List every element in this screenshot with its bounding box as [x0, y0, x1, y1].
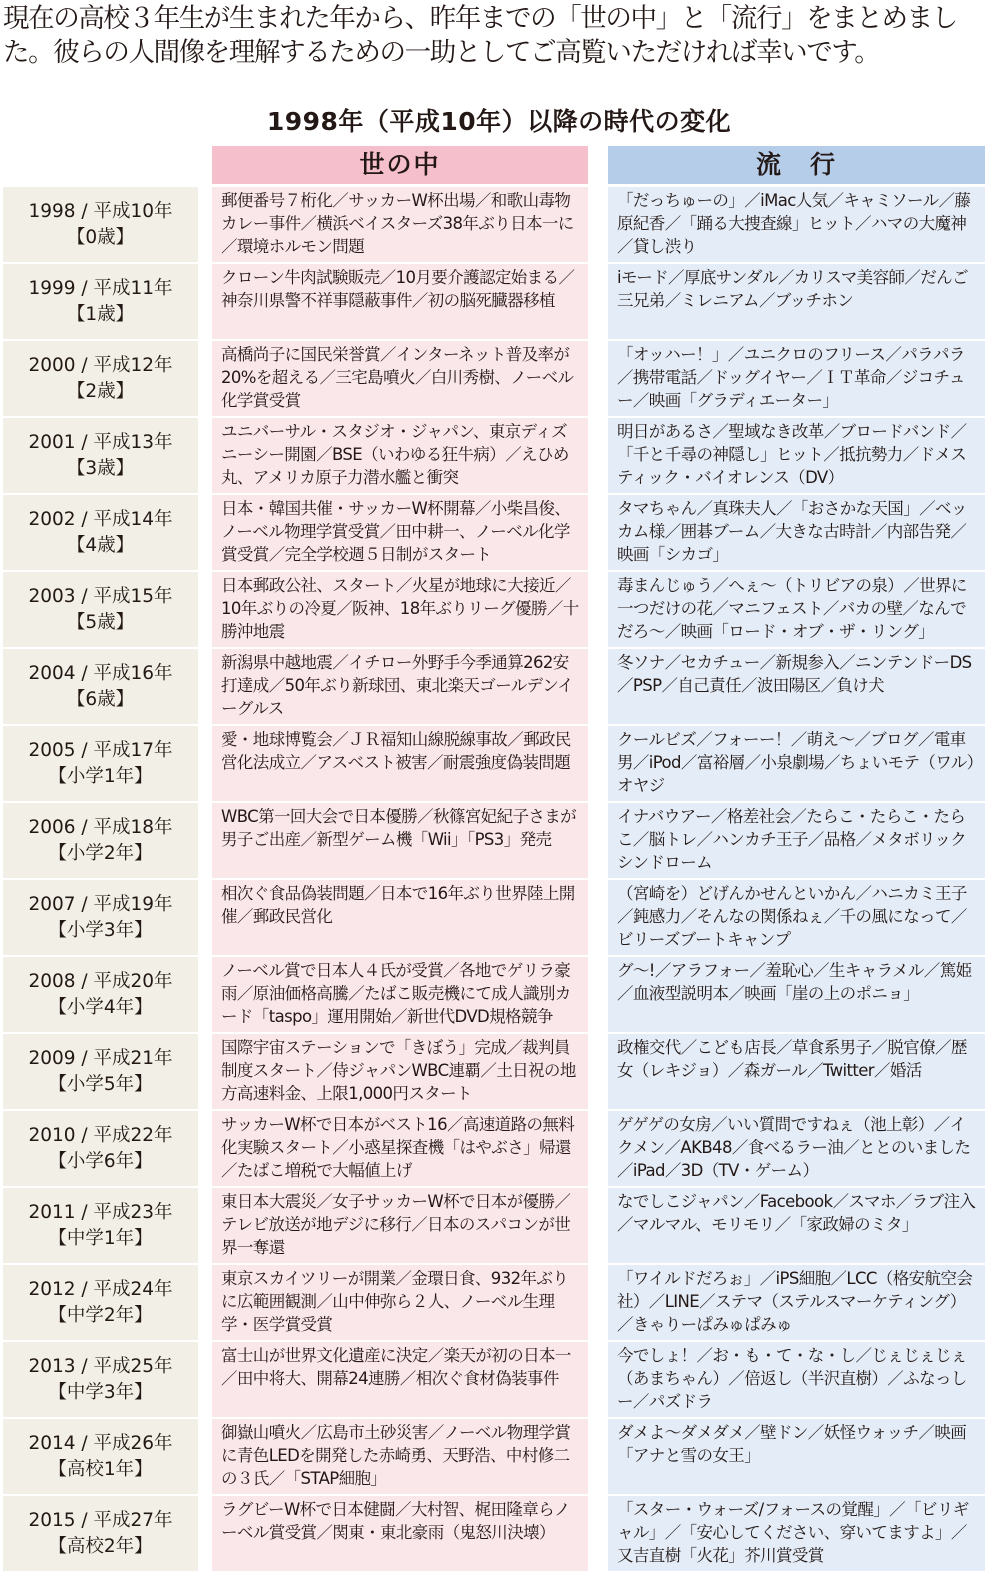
world-cell	[212, 572, 588, 649]
world-cell	[212, 341, 588, 418]
year-label: 2006 / 平成18年	[28, 817, 173, 838]
world-cell	[212, 880, 588, 957]
trend-items-text: 毒まんじゅう／へぇ～（トリビアの泉）／世界に一つだけの花／マニフェスト／バカの壁／なんでだろ～／映画「ロード・オブ・ザ・リング」	[617, 576, 967, 641]
year-cell	[3, 1265, 198, 1342]
age-label: 【小学3年】	[48, 920, 153, 941]
world-cell	[212, 1034, 588, 1111]
year-label: 2011 / 平成23年	[28, 1202, 173, 1223]
trend-cell	[608, 1342, 985, 1419]
table-row	[0, 264, 998, 341]
world-cell	[212, 418, 588, 495]
age-label: 【6歳】	[66, 689, 135, 710]
trend-items-text: タマちゃん／真珠夫人／「おさかな天国」／ベッカム様／囲碁ブーム／大きな古時計／内部告発／映画「シカゴ」	[617, 499, 967, 564]
year-cell	[3, 957, 198, 1034]
world-cell	[212, 264, 588, 341]
world-cell	[212, 1342, 588, 1419]
trend-cell	[608, 1419, 985, 1496]
world-cell	[212, 1188, 588, 1265]
year-cell	[3, 495, 198, 572]
trend-cell	[608, 726, 985, 803]
year-cell	[3, 264, 198, 341]
year-cell	[3, 1342, 198, 1419]
age-label: 【1歳】	[66, 304, 135, 325]
trend-cell	[608, 1188, 985, 1265]
table-row	[0, 495, 998, 572]
world-cell	[212, 1496, 588, 1573]
age-label: 【小学1年】	[48, 766, 153, 787]
table-row	[0, 1419, 998, 1496]
trend-items-text: ダメよ～ダメダメ／壁ドン／妖怪ウォッチ／映画「アナと雪の女王」	[617, 1423, 967, 1465]
trend-items-text: 「スター・ウォーズ/フォースの覚醒」／「ビリギャル」／「安心してください、穿いてますよ」／又吉直樹「火花」芥川賞受賞	[617, 1500, 969, 1565]
trend-cell	[608, 880, 985, 957]
world-events-text: 御嶽山噴火／広島市土砂災害／ノーベル物理学賞に青色LEDを開発した赤崎勇、天野浩、中村修二の３氏／「STAP細胞」	[221, 1423, 571, 1488]
year-label: 1998 / 平成10年	[28, 201, 173, 222]
world-cell	[212, 495, 588, 572]
year-cell	[3, 1111, 198, 1188]
age-label: 【2歳】	[66, 381, 135, 402]
trend-items-text: 冬ソナ／セカチュー／新規参入／ニンテンドーDS／PSP／自己責任／波田陽区／負け犬	[617, 653, 972, 695]
age-label: 【5歳】	[66, 612, 135, 633]
year-label: 2015 / 平成27年	[28, 1510, 173, 1531]
trend-items-text: イナバウアー／格差社会／たらこ・たらこ・たらこ／脳トレ／ハンカチ王子／品格／メタボリックシンドローム	[617, 807, 967, 872]
world-events-text: WBC第一回大会で日本優勝／秋篠宮妃紀子さまが男子ご出産／新型ゲーム機「Wii」「PS3」発売	[221, 807, 577, 849]
world-events-text: 東京スカイツリーが開業／金環日食、932年ぶりに広範囲観測／山中伸弥ら２人、ノーベル生理学・医学賞受賞	[221, 1269, 569, 1334]
world-events-text: 高橋尚子に国民栄誉賞／インターネット普及率が20%を超える／三宅島噴火／白川秀樹、ノーベル化学賞受賞	[221, 345, 574, 410]
world-cell	[212, 803, 588, 880]
world-cell	[212, 187, 588, 264]
year-cell	[3, 1034, 198, 1111]
table-title: 1998年（平成10年）以降の時代の変化	[266, 107, 732, 136]
year-label: 2000 / 平成12年	[28, 355, 173, 376]
world-events-text: 愛・地球博覧会／ＪＲ福知山線脱線事故／郵政民営化法成立／アスベスト被害／耐震強度偽装問題	[221, 730, 571, 772]
age-label: 【小学2年】	[48, 843, 153, 864]
age-label: 【0歳】	[66, 227, 135, 248]
world-events-text: ユニバーサル・スタジオ・ジャパン、東京ディズニーシー開園／BSE（いわゆる狂牛病）／えひめ丸、アメリカ原子力潜水艦と衝突	[221, 422, 569, 487]
trend-cell	[608, 649, 985, 726]
table-row	[0, 1188, 998, 1265]
trend-items-text: iモード／厚底サンダル／カリスマ美容師／だんご三兄弟／ミレニアム／ブッチホン	[617, 268, 968, 310]
age-label: 【中学2年】	[48, 1305, 153, 1326]
trend-cell	[608, 957, 985, 1034]
trend-items-text: ゲゲゲの女房／いい質問ですねぇ（池上彰）／イクメン／AKB48／食べるラー油／ととのいました／iPad／3D（TV・ゲーム）	[617, 1115, 971, 1180]
trend-cell	[608, 418, 985, 495]
table-row	[0, 1342, 998, 1419]
year-label: 2010 / 平成22年	[28, 1125, 173, 1146]
world-events-text: 日本・韓国共催・サッカーW杯開幕／小柴昌俊、ノーベル物理学賞受賞／田中耕一、ノーベル化学賞受賞／完全学校週５日制がスタート	[221, 499, 571, 564]
year-cell	[3, 187, 198, 264]
table-row	[0, 572, 998, 649]
table-row	[0, 1034, 998, 1111]
trend-items-text: なでしこジャパン／Facebook／スマホ／ラブ注入／マルマル、モリモリ／「家政婦のミタ」	[617, 1192, 976, 1234]
year-label: 2007 / 平成19年	[28, 894, 173, 915]
column-header-world: 世の中	[212, 146, 588, 184]
age-label: 【高校2年】	[48, 1536, 153, 1557]
year-cell	[3, 1419, 198, 1496]
trend-items-text: 今でしょ！／お・も・て・な・し／じぇじぇじぇ（あまちゃん）／倍返し（半沢直樹）／ふなっしー／パズドラ	[617, 1346, 967, 1411]
world-cell	[212, 649, 588, 726]
world-cell	[212, 1265, 588, 1342]
year-cell	[3, 726, 198, 803]
year-label: 2002 / 平成14年	[28, 509, 173, 530]
trend-cell	[608, 341, 985, 418]
age-label: 【4歳】	[66, 535, 135, 556]
trend-items-text: 政権交代／こども店長／草食系男子／脱官僚／歴女（レキジョ）／森ガール／Twitter／婚活	[617, 1038, 967, 1080]
trend-cell	[608, 264, 985, 341]
year-cell	[3, 1496, 198, 1573]
year-label: 2014 / 平成26年	[28, 1433, 173, 1454]
world-events-text: 国際宇宙ステーションで「きぼう」完成／裁判員制度スタート／侍ジャパンWBC連覇／土日祝の地方高速料金、上限1,000円スタート	[221, 1038, 576, 1103]
world-cell	[212, 1419, 588, 1496]
table-row	[0, 880, 998, 957]
column-header-trend: 流 行	[608, 146, 985, 184]
world-cell	[212, 1111, 588, 1188]
world-cell	[212, 726, 588, 803]
year-label: 2013 / 平成25年	[28, 1356, 173, 1377]
world-events-text: 郵便番号７桁化／サッカーW杯出場／和歌山毒物カレー事件／横浜ベイスターズ38年ぶり日本一に／環境ホルモン問題	[221, 191, 574, 256]
timeline-table	[0, 187, 998, 1573]
year-label: 2012 / 平成24年	[28, 1279, 173, 1300]
year-cell	[3, 1188, 198, 1265]
year-cell	[3, 418, 198, 495]
year-cell	[3, 572, 198, 649]
year-label: 2004 / 平成16年	[28, 663, 173, 684]
world-events-text: クローン牛肉試験販売／10月要介護認定始まる／神奈川県警不祥事隠蔽事件／初の脳死臓器移植	[221, 268, 575, 310]
trend-cell	[608, 1265, 985, 1342]
table-row	[0, 649, 998, 726]
age-label: 【中学3年】	[48, 1382, 153, 1403]
trend-cell	[608, 187, 985, 264]
year-label: 2005 / 平成17年	[28, 740, 173, 761]
intro-text: 現在の高校３年生が生まれた年から、昨年までの「世の中」と「流行」をまとめました。彼らの人間像を理解するための一助としてご高覧いただければ幸いです。	[3, 3, 957, 68]
world-events-text: 新潟県中越地震／イチロー外野手今季通算262安打達成／50年ぶり新球団、東北楽天ゴールデンイーグルス	[221, 653, 574, 718]
trend-cell	[608, 1496, 985, 1573]
world-events-text: 東日本大震災／女子サッカーW杯で日本が優勝／テレビ放送が地デジに移行／日本のスパコンが世界一奪還	[221, 1192, 571, 1257]
trend-cell	[608, 803, 985, 880]
trend-cell	[608, 495, 985, 572]
year-label: 2003 / 平成15年	[28, 586, 173, 607]
world-events-text: ノーベル賞で日本人４氏が受賞／各地でゲリラ豪雨／原油価格高騰／たばこ販売機にて成人識別カード「taspo」運用開始／新世代DVD規格競争	[221, 961, 571, 1026]
world-cell	[212, 957, 588, 1034]
year-label: 2001 / 平成13年	[28, 432, 173, 453]
trend-cell	[608, 1034, 985, 1111]
world-events-text: 相次ぐ食品偽装問題／日本で16年ぶり世界陸上開催／郵政民営化	[221, 884, 575, 926]
trend-cell	[608, 572, 985, 649]
trend-cell	[608, 1111, 985, 1188]
year-cell	[3, 341, 198, 418]
age-label: 【小学5年】	[48, 1074, 153, 1095]
age-label: 【高校1年】	[48, 1459, 153, 1480]
trend-items-text: クールビズ／フォーー！／萌え～／ブログ／電車男／iPod／富裕層／小泉劇場／ちょいモテ（ワル）オヤジ	[617, 730, 975, 795]
year-label: 2008 / 平成20年	[28, 971, 173, 992]
trend-items-text: グ～!／アラフォー／羞恥心／生キャラメル／篤姫／血液型説明本／映画「崖の上のポニョ」	[617, 961, 972, 1003]
world-events-text: 富士山が世界文化遺産に決定／楽天が初の日本一／田中将大、開幕24連勝／相次ぐ食材偽装事件	[221, 1346, 571, 1388]
table-row	[0, 803, 998, 880]
table-row	[0, 1265, 998, 1342]
year-cell	[3, 880, 198, 957]
age-label: 【中学1年】	[48, 1228, 153, 1249]
age-label: 【小学6年】	[48, 1151, 153, 1172]
age-label: 【3歳】	[66, 458, 135, 479]
trend-items-text: 明日があるさ／聖域なき改革／ブロードバンド／「千と千尋の神隠し」ヒット／抵抗勢力／ドメスティック・バイオレンス（DV）	[617, 422, 967, 487]
table-row	[0, 418, 998, 495]
age-label: 【小学4年】	[48, 997, 153, 1018]
table-row	[0, 1111, 998, 1188]
trend-items-text: 「ワイルドだろぉ」／iPS細胞／LCC（格安航空会社）／LINE／ステマ（ステルスマーケティング）／きゃりーぱみゅぱみゅ	[617, 1269, 973, 1334]
year-label: 1999 / 平成11年	[28, 278, 173, 299]
year-cell	[3, 649, 198, 726]
trend-items-text: （宮崎を）どげんかせんといかん／ハニカミ王子／鈍感力／そんなの関係ねぇ／千の風になって／ビリーズブートキャンプ	[617, 884, 967, 949]
table-row	[0, 187, 998, 264]
trend-items-text: 「だっちゅーの」／iMac人気／キャミソール／藤原紀香／「踊る大捜査線」ヒット／ハマの大魔神／貸し渋り	[617, 191, 971, 256]
table-row	[0, 726, 998, 803]
world-events-text: サッカーW杯で日本がベスト16／高速道路の無料化実験スタート／小惑星探査機「はやぶさ」帰還／たばこ増税で大幅値上げ	[221, 1115, 575, 1180]
table-row	[0, 341, 998, 418]
table-row	[0, 1496, 998, 1573]
world-events-text: 日本郵政公社、スタート／火星が地球に大接近／10年ぶりの冷夏／阪神、18年ぶりリーグ優勝／十勝沖地震	[221, 576, 579, 641]
year-label: 2009 / 平成21年	[28, 1048, 173, 1069]
world-events-text: ラグビーW杯で日本健闘／大村智、梶田隆章らノーベル賞受賞／関東・東北豪雨（鬼怒川決壊）	[221, 1500, 570, 1542]
table-row	[0, 957, 998, 1034]
year-cell	[3, 803, 198, 880]
trend-items-text: 「オッハー！」／ユニクロのフリース／パラパラ／携帯電話／ドッグイヤー／ＩＴ革命／ジコチュー／映画「グラディエーター」	[617, 345, 965, 410]
